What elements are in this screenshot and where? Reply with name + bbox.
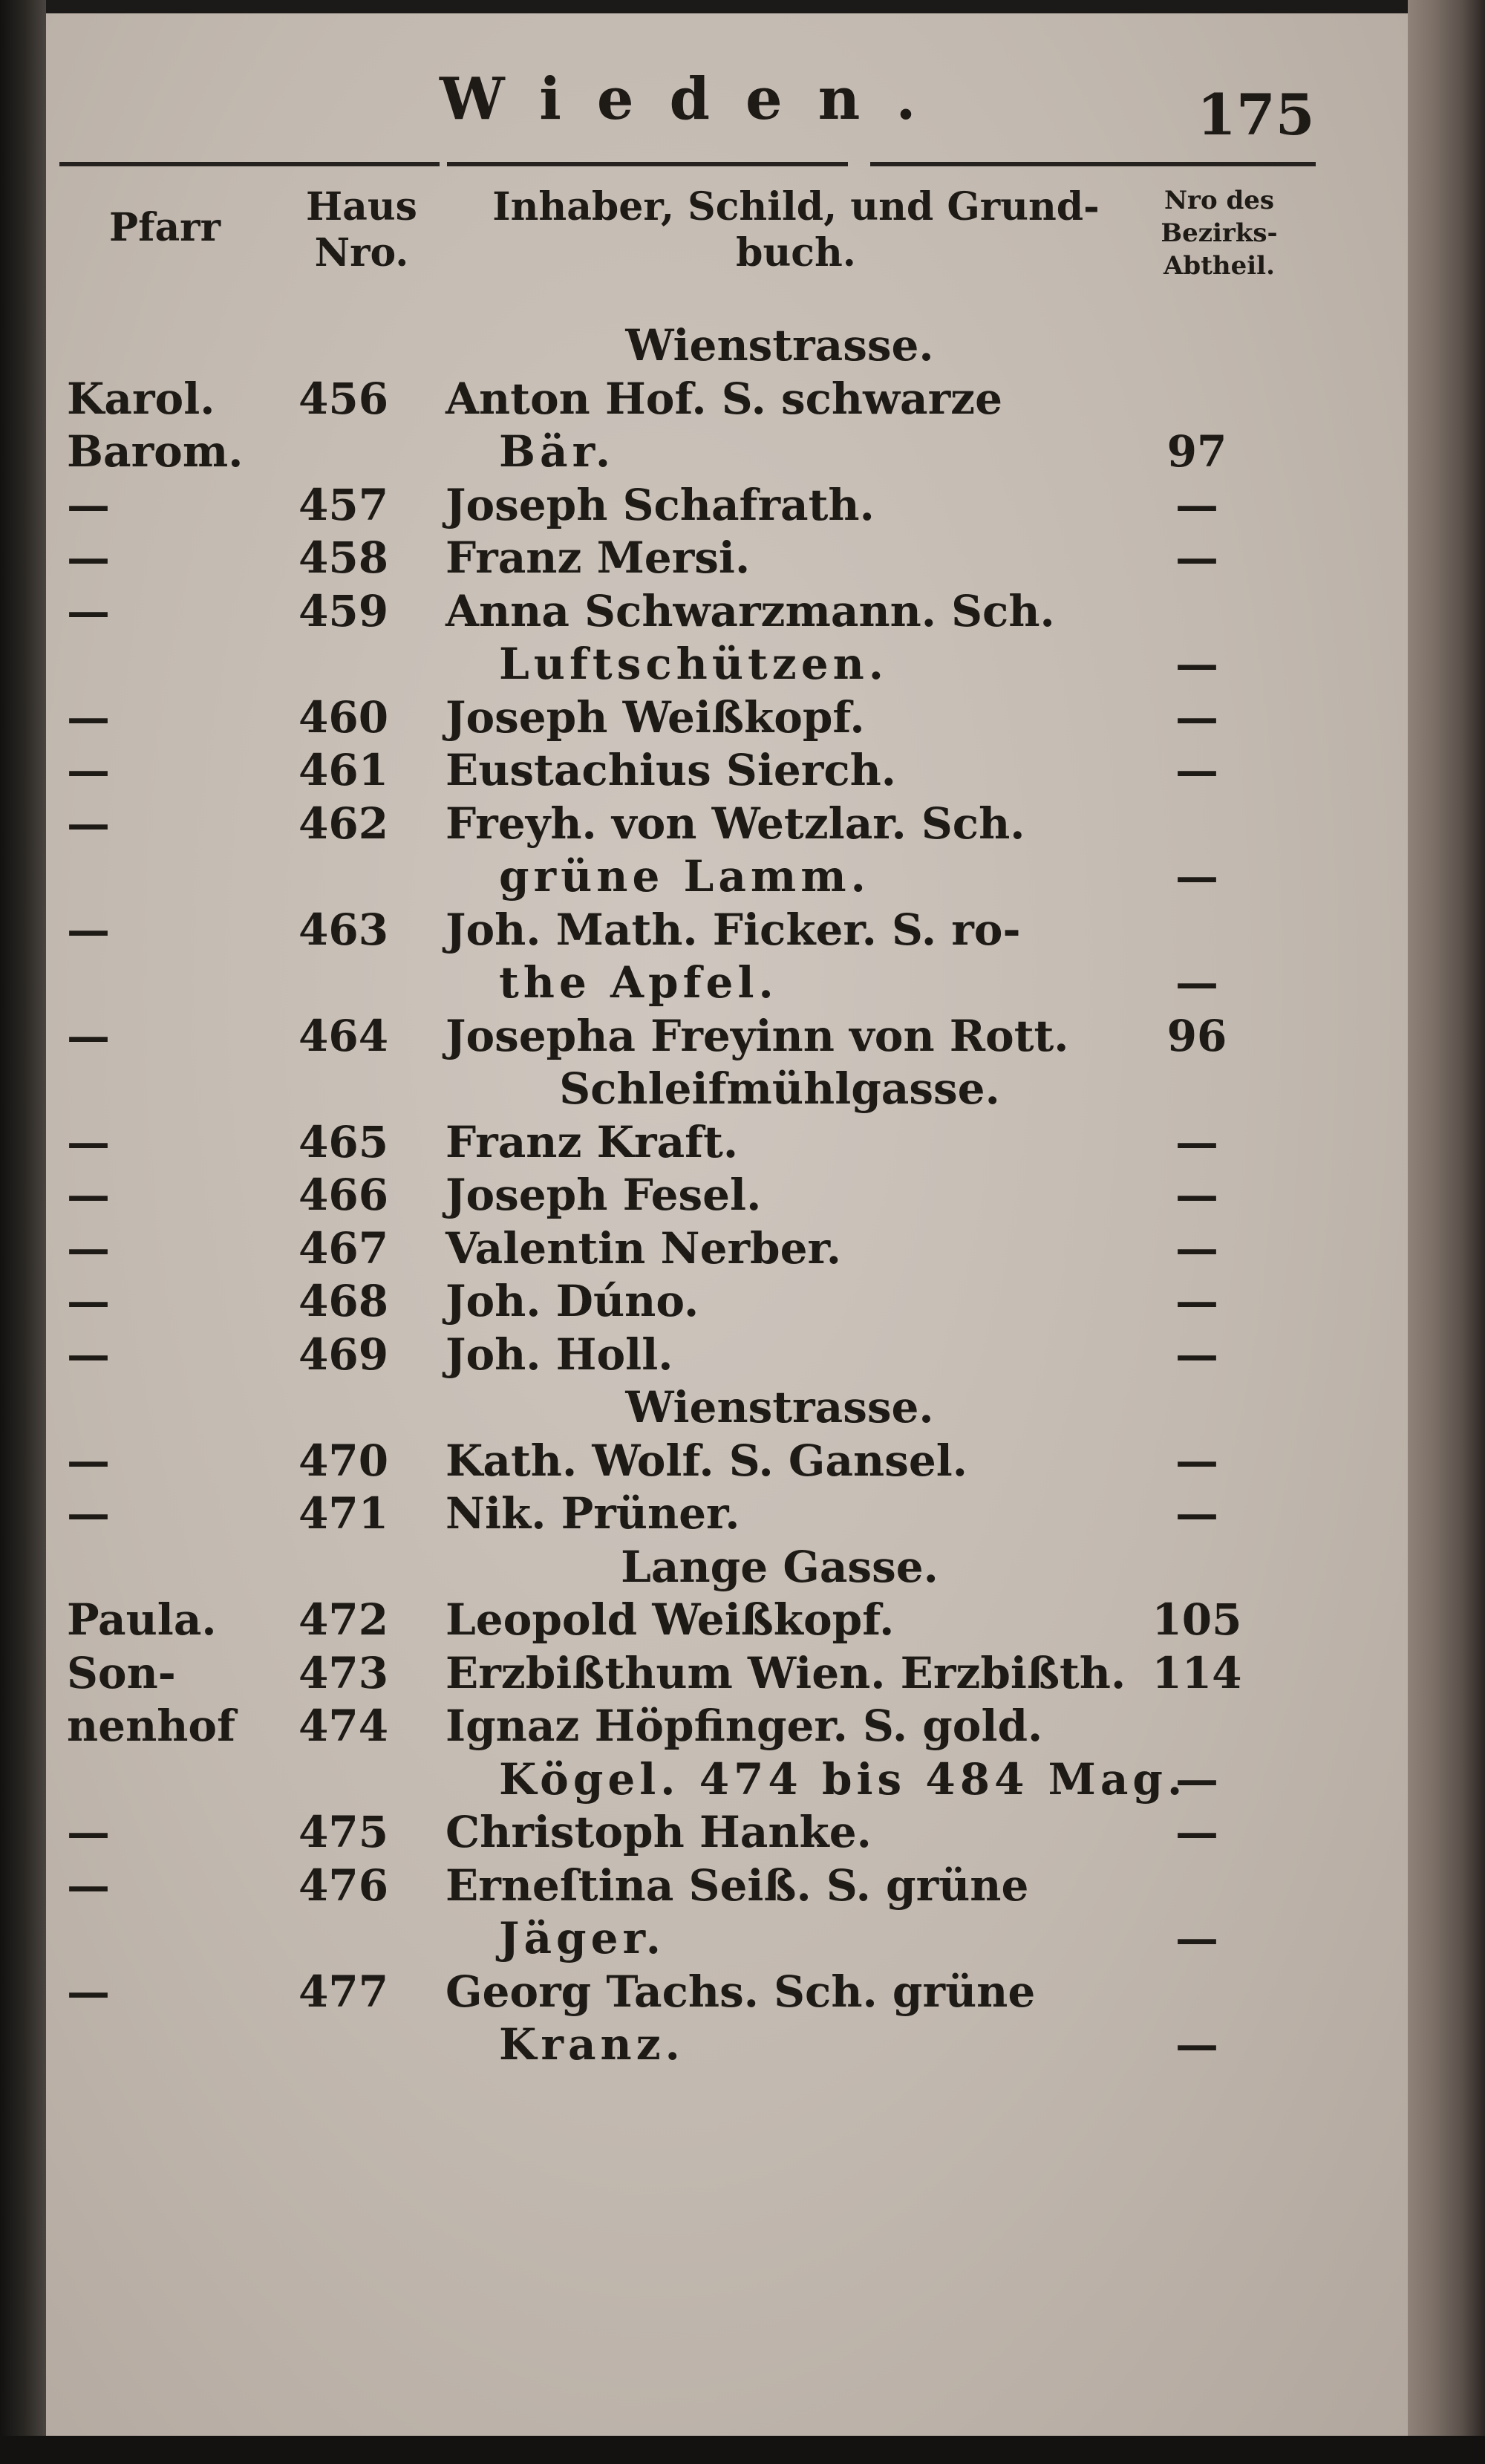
haus-nro-cell: 463 <box>298 904 389 955</box>
pfarr-cell: — <box>67 585 110 636</box>
bezirk-nro-cell: — <box>1175 745 1218 795</box>
book-gutter <box>0 0 46 2464</box>
haus-nro-cell: 458 <box>298 532 389 583</box>
table-row <box>46 373 1408 425</box>
pfarr-cell: — <box>67 798 110 849</box>
bezirk-nro-cell: — <box>1175 851 1218 902</box>
haus-nro-cell: 477 <box>298 1966 389 2017</box>
haus-nro-cell: 468 <box>298 1276 389 1326</box>
street-heading: Wienstrasse. <box>625 1382 934 1433</box>
inhaber-cell: Joseph Weißkopf. <box>446 691 865 743</box>
header-rule-right <box>870 162 1316 166</box>
bezirk-nro-cell: — <box>1175 1488 1218 1539</box>
table-row <box>46 532 1408 584</box>
bezirk-nro-cell: — <box>1175 957 1218 1008</box>
inhaber-cell: Nik. Prüner. <box>446 1488 740 1539</box>
section-heading-row <box>46 1063 1408 1115</box>
table-row <box>46 1912 1408 1964</box>
inhaber-cell: Freyh. von Wetzlar. Sch. <box>446 798 1025 849</box>
table-row <box>46 1222 1408 1274</box>
table-row <box>46 585 1408 637</box>
bezirk-nro-cell: 114 <box>1152 1647 1242 1698</box>
column-header-pfarr: Pfarr <box>109 205 221 250</box>
page-number: 175 <box>1197 82 1315 148</box>
inhaber-cell: Joh. Math. Ficker. S. ro- <box>446 904 1021 955</box>
table-row <box>46 1594 1408 1646</box>
haus-nro-cell: 466 <box>298 1170 389 1220</box>
inhaber-cell: Christoph Hanke. <box>446 1807 872 1857</box>
haus-nro-cell: 471 <box>298 1488 389 1539</box>
inhaber-cell: Jäger. <box>499 1913 665 1963</box>
page <box>46 13 1408 2436</box>
bezirk-nro-cell: — <box>1175 479 1218 530</box>
inhaber-cell: Franz Mersi. <box>446 532 751 583</box>
table-row <box>46 1806 1408 1858</box>
table-row <box>46 956 1408 1008</box>
pfarr-cell: Son- <box>67 1647 176 1698</box>
pfarr-cell: — <box>67 1329 110 1380</box>
haus-nro-cell: 459 <box>298 585 389 636</box>
haus-nro-cell: 467 <box>298 1222 389 1274</box>
bezirk-nro-cell: — <box>1175 1329 1218 1380</box>
table-row <box>46 1487 1408 1539</box>
pfarr-cell: — <box>67 1860 110 1911</box>
haus-nro-cell: 469 <box>298 1329 389 1380</box>
inhaber-cell: Joseph Schafrath. <box>446 479 875 530</box>
pfarr-cell: Barom. <box>67 426 244 477</box>
header-rule-middle <box>447 162 848 166</box>
inhaber-cell: Joseph Fesel. <box>446 1170 762 1220</box>
inhaber-cell: Joh. Holl. <box>446 1329 673 1380</box>
street-heading: Lange Gasse. <box>621 1541 939 1592</box>
pfarr-cell: — <box>67 1010 110 1061</box>
section-heading-row <box>46 1381 1408 1433</box>
table-row <box>46 1860 1408 1911</box>
haus-nro-cell: 473 <box>298 1647 389 1698</box>
table-row <box>46 744 1408 796</box>
haus-nro-cell: 474 <box>298 1701 389 1751</box>
inhaber-cell: Eustachius Sierch. <box>446 745 896 795</box>
table-row <box>46 798 1408 850</box>
page-title: Wieden. <box>440 65 952 133</box>
inhaber-cell: Bär. <box>499 426 616 477</box>
table-row <box>46 691 1408 743</box>
bezirk-nro-cell: — <box>1175 1222 1218 1274</box>
pfarr-cell: — <box>67 1116 110 1167</box>
haus-nro-cell: 464 <box>298 1010 389 1061</box>
pfarr-cell: Karol. <box>67 373 215 424</box>
bezirk-nro-cell: — <box>1175 1807 1218 1857</box>
pfarr-cell: — <box>67 1170 110 1220</box>
table-row <box>46 1329 1408 1381</box>
pfarr-cell: — <box>67 1276 110 1326</box>
pfarr-cell: — <box>67 745 110 795</box>
bezirk-nro-cell: 97 <box>1166 426 1227 477</box>
pfarr-cell: — <box>67 904 110 955</box>
table-row <box>46 1753 1408 1805</box>
bezirk-nro-cell: — <box>1175 2019 1218 2070</box>
page-edge-stack <box>1408 0 1485 2464</box>
bezirk-nro-cell: — <box>1175 1170 1218 1220</box>
pfarr-cell: — <box>67 1435 110 1486</box>
pfarr-cell: — <box>67 532 110 583</box>
bezirk-nro-cell: — <box>1175 1116 1218 1167</box>
haus-nro-cell: 472 <box>298 1594 389 1645</box>
street-heading: Wienstrasse. <box>625 320 934 371</box>
bezirk-nro-cell: — <box>1175 532 1218 583</box>
inhaber-cell: Valentin Nerber. <box>446 1222 841 1274</box>
inhaber-cell: Ignaz Höpfinger. S. gold. <box>446 1701 1043 1751</box>
inhaber-cell: Kranz. <box>499 2019 685 2070</box>
haus-nro-cell: 457 <box>298 479 389 530</box>
section-heading-row <box>46 1541 1408 1593</box>
haus-nro-cell: 465 <box>298 1116 389 1167</box>
street-heading: Schleifmühlgasse. <box>559 1063 1000 1114</box>
haus-nro-cell: 460 <box>298 691 389 743</box>
pfarr-cell: — <box>67 691 110 743</box>
table-row <box>46 1010 1408 1062</box>
table-row <box>46 1435 1408 1487</box>
table-row <box>46 1275 1408 1327</box>
inhaber-cell: Erzbißthum Wien. Erzbißth. <box>446 1647 1126 1698</box>
inhaber-cell: Anna Schwarzmann. Sch. <box>446 585 1055 636</box>
inhaber-cell: Kath. Wolf. S. Gansel. <box>446 1435 967 1486</box>
inhaber-cell: the Apfel. <box>499 957 778 1008</box>
table-row <box>46 850 1408 902</box>
inhaber-cell: Kögel. 474 bis 484 Mag. <box>499 1753 1187 1805</box>
bezirk-nro-cell: — <box>1175 1913 1218 1963</box>
haus-nro-cell: 461 <box>298 745 389 795</box>
haus-nro-cell: 462 <box>298 798 389 849</box>
header-rule-left <box>59 162 440 166</box>
table-row <box>46 1169 1408 1221</box>
bezirk-nro-cell: — <box>1175 639 1218 689</box>
table-row <box>46 1700 1408 1752</box>
haus-nro-cell: 456 <box>298 373 389 424</box>
table-row <box>46 1116 1408 1168</box>
table-row <box>46 2018 1408 2070</box>
inhaber-cell: grüne Lamm. <box>499 851 870 902</box>
inhaber-cell: Josepha Freyinn von Rott. <box>446 1010 1069 1061</box>
inhaber-cell: Leopold Weißkopf. <box>446 1594 895 1645</box>
bezirk-nro-cell: 96 <box>1166 1010 1227 1061</box>
pfarr-cell: — <box>67 1222 110 1274</box>
pfarr-cell: Paula. <box>67 1594 217 1645</box>
inhaber-cell: Joh. Dúno. <box>446 1276 699 1326</box>
inhaber-cell: Franz Kraft. <box>446 1116 739 1167</box>
inhaber-cell: Luftschützen. <box>499 639 888 689</box>
table-row <box>46 1966 1408 2018</box>
section-heading-row <box>46 319 1408 371</box>
haus-nro-cell: 470 <box>298 1435 389 1486</box>
haus-nro-cell: 476 <box>298 1860 389 1911</box>
bezirk-nro-cell: 105 <box>1152 1594 1242 1645</box>
column-header-bezirk-nro: Nro des Bezirks-Abtheil. <box>1161 186 1278 281</box>
table-row <box>46 426 1408 478</box>
haus-nro-cell: 475 <box>298 1807 389 1857</box>
table-row <box>46 1647 1408 1699</box>
inhaber-cell: Georg Tachs. Sch. grüne <box>446 1966 1036 2017</box>
table-row <box>46 479 1408 531</box>
column-header-inhaber: Inhaber, Schild, und Grund-buch. <box>492 184 1100 276</box>
pfarr-cell: — <box>67 479 110 530</box>
bezirk-nro-cell: — <box>1175 1753 1218 1805</box>
pfarr-cell: — <box>67 1966 110 2017</box>
bezirk-nro-cell: — <box>1175 1276 1218 1326</box>
inhaber-cell: Erneſtina Seiß. S. grüne <box>446 1860 1029 1911</box>
inhaber-cell: Anton Hof. S. schwarze <box>446 373 1003 424</box>
pfarr-cell: — <box>67 1488 110 1539</box>
table-row <box>46 638 1408 690</box>
column-header-haus-nro: Haus Nro. <box>306 184 417 276</box>
bezirk-nro-cell: — <box>1175 1435 1218 1486</box>
scan-bottom-border <box>0 2436 1485 2464</box>
bezirk-nro-cell: — <box>1175 691 1218 743</box>
pfarr-cell: nenhof <box>67 1701 236 1751</box>
pfarr-cell: — <box>67 1807 110 1857</box>
table-row <box>46 904 1408 956</box>
